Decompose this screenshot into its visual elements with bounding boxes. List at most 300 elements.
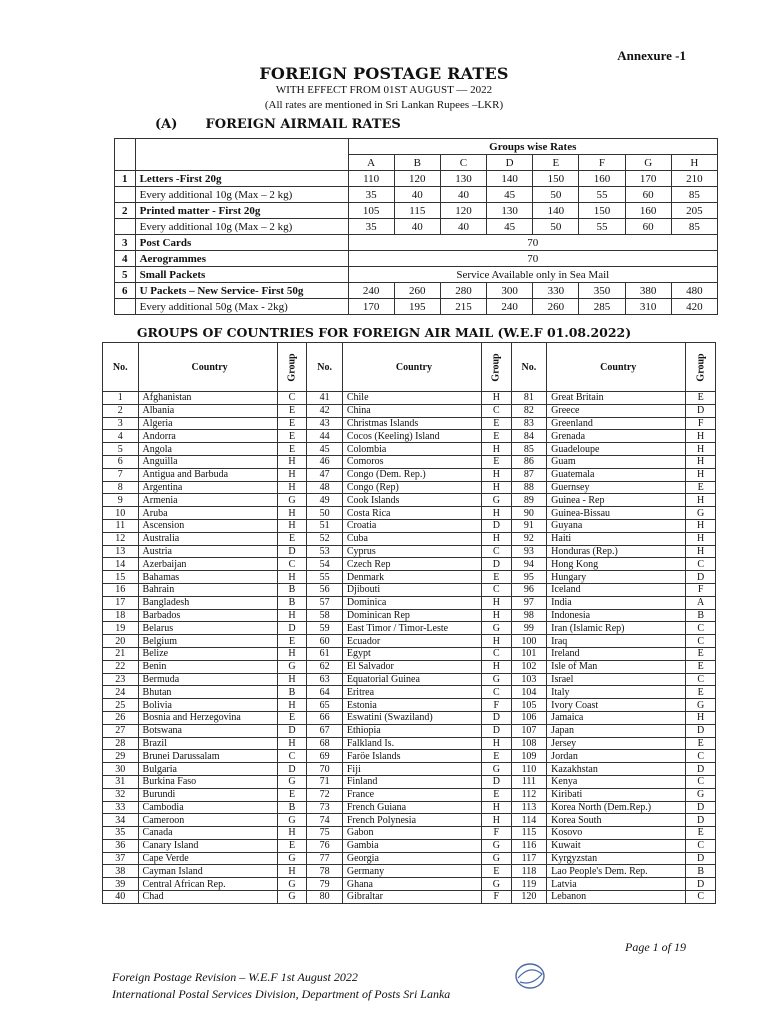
country-name: Jordan xyxy=(547,750,686,763)
country-group: E xyxy=(686,647,716,660)
rate-value: 170 xyxy=(348,299,394,315)
country-group: G xyxy=(482,763,512,776)
country-row xyxy=(103,417,716,430)
group-letter: C xyxy=(440,155,486,171)
countries-header-row xyxy=(103,343,716,392)
country-no: 44 xyxy=(307,430,343,443)
country-name: Korea North (Dem.Rep.) xyxy=(547,801,686,814)
country-name: Chile xyxy=(342,392,481,405)
rate-row xyxy=(115,171,718,187)
header-no: No. xyxy=(511,343,547,392)
country-no: 39 xyxy=(103,878,139,891)
country-group: H xyxy=(686,468,716,481)
country-no: 118 xyxy=(511,865,547,878)
rate-merged-value: 70 xyxy=(348,235,717,251)
country-no: 16 xyxy=(103,583,139,596)
country-name: Brazil xyxy=(138,737,277,750)
country-group: E xyxy=(686,827,716,840)
country-group: C xyxy=(277,392,307,405)
rates-corner-no xyxy=(115,139,136,171)
country-no: 104 xyxy=(511,686,547,699)
country-no: 86 xyxy=(511,455,547,468)
rate-value: 35 xyxy=(348,219,394,235)
country-row xyxy=(103,622,716,635)
country-row xyxy=(103,699,716,712)
country-no: 15 xyxy=(103,571,139,584)
rate-value: 40 xyxy=(440,187,486,203)
country-name: Belize xyxy=(138,647,277,660)
country-no: 22 xyxy=(103,660,139,673)
country-row xyxy=(103,430,716,443)
country-group: B xyxy=(686,609,716,622)
country-no: 59 xyxy=(307,622,343,635)
country-group: H xyxy=(482,609,512,622)
country-no: 105 xyxy=(511,699,547,712)
country-no: 73 xyxy=(307,801,343,814)
country-group: C xyxy=(686,673,716,686)
country-name: Angola xyxy=(138,443,277,456)
country-group: H xyxy=(482,814,512,827)
currency-note: (All rates are mentioned in Sri Lankan Rupees –LKR) xyxy=(264,99,504,111)
country-no: 29 xyxy=(103,750,139,763)
header-country: Country xyxy=(138,343,277,392)
rate-value: 330 xyxy=(533,283,579,299)
country-group: D xyxy=(482,519,512,532)
country-group: D xyxy=(686,878,716,891)
country-group: G xyxy=(277,891,307,904)
rate-value: 170 xyxy=(625,171,671,187)
country-no: 6 xyxy=(103,455,139,468)
country-name: Eritrea xyxy=(342,686,481,699)
country-group: G xyxy=(686,699,716,712)
country-group: C xyxy=(686,558,716,571)
rate-row-no xyxy=(115,219,136,235)
country-name: Gambia xyxy=(342,839,481,852)
country-row xyxy=(103,609,716,622)
country-group: C xyxy=(686,839,716,852)
country-group: E xyxy=(277,417,307,430)
country-name: Aruba xyxy=(138,507,277,520)
country-row xyxy=(103,532,716,545)
country-name: Cape Verde xyxy=(138,852,277,865)
country-no: 10 xyxy=(103,507,139,520)
country-row xyxy=(103,878,716,891)
country-group: C xyxy=(686,891,716,904)
effective-date: WITH EFFECT FROM 01ST AUGUST — 2022 xyxy=(275,84,493,96)
rate-value: 50 xyxy=(533,187,579,203)
country-group: H xyxy=(277,699,307,712)
country-name: Ivory Coast xyxy=(547,699,686,712)
rate-value: 140 xyxy=(487,171,533,187)
country-group: E xyxy=(686,686,716,699)
country-name: Fiji xyxy=(342,763,481,776)
country-no: 25 xyxy=(103,699,139,712)
country-no: 12 xyxy=(103,532,139,545)
country-no: 32 xyxy=(103,788,139,801)
country-no: 61 xyxy=(307,647,343,660)
group-letter: B xyxy=(394,155,440,171)
rate-value: 45 xyxy=(487,187,533,203)
country-group: D xyxy=(277,622,307,635)
country-no: 107 xyxy=(511,724,547,737)
country-group: E xyxy=(277,839,307,852)
country-group: H xyxy=(482,468,512,481)
country-no: 93 xyxy=(511,545,547,558)
country-no: 71 xyxy=(307,775,343,788)
country-no: 83 xyxy=(511,417,547,430)
rate-value: 40 xyxy=(394,219,440,235)
section-a-label: (A) xyxy=(155,117,178,132)
country-no: 113 xyxy=(511,801,547,814)
rate-value: 285 xyxy=(579,299,625,315)
country-name: Burkina Faso xyxy=(138,775,277,788)
country-group: D xyxy=(482,711,512,724)
country-group: D xyxy=(277,545,307,558)
country-no: 111 xyxy=(511,775,547,788)
rate-value: 115 xyxy=(394,203,440,219)
country-group: B xyxy=(277,596,307,609)
page-title: FOREIGN POSTAGE RATES xyxy=(259,64,509,83)
country-name: Belarus xyxy=(138,622,277,635)
country-no: 89 xyxy=(511,494,547,507)
country-name: Hong Kong xyxy=(547,558,686,571)
country-no: 91 xyxy=(511,519,547,532)
country-group: G xyxy=(686,507,716,520)
country-no: 5 xyxy=(103,443,139,456)
country-group: D xyxy=(686,404,716,417)
country-no: 11 xyxy=(103,519,139,532)
country-row xyxy=(103,891,716,904)
rate-value: 195 xyxy=(394,299,440,315)
footer-division: International Postal Services Division, Department of Posts Sri Lanka xyxy=(112,987,451,1001)
country-no: 77 xyxy=(307,852,343,865)
country-no: 7 xyxy=(103,468,139,481)
country-group: C xyxy=(482,404,512,417)
country-name: Equatorial Guinea xyxy=(342,673,481,686)
rate-row xyxy=(115,187,718,203)
country-name: Latvia xyxy=(547,878,686,891)
rate-value: 210 xyxy=(671,171,717,187)
country-name: Lebanon xyxy=(547,891,686,904)
rate-value: 350 xyxy=(579,283,625,299)
country-no: 103 xyxy=(511,673,547,686)
country-group: G xyxy=(482,673,512,686)
country-group: D xyxy=(482,775,512,788)
country-no: 30 xyxy=(103,763,139,776)
country-name: Ethiopia xyxy=(342,724,481,737)
country-no: 81 xyxy=(511,392,547,405)
rate-value: 380 xyxy=(625,283,671,299)
country-group: A xyxy=(686,596,716,609)
country-no: 53 xyxy=(307,545,343,558)
country-group: G xyxy=(277,494,307,507)
country-no: 108 xyxy=(511,737,547,750)
country-no: 62 xyxy=(307,660,343,673)
country-no: 70 xyxy=(307,763,343,776)
country-group: H xyxy=(686,443,716,456)
country-no: 60 xyxy=(307,635,343,648)
rate-value: 60 xyxy=(625,187,671,203)
country-name: Dominica xyxy=(342,596,481,609)
group-letter: F xyxy=(579,155,625,171)
country-name: French Guiana xyxy=(342,801,481,814)
annexure-label: Annexure -1 xyxy=(617,48,686,63)
country-name: Colombia xyxy=(342,443,481,456)
rate-row-no: 3 xyxy=(115,235,136,251)
country-row xyxy=(103,571,716,584)
country-group: H xyxy=(277,609,307,622)
country-no: 114 xyxy=(511,814,547,827)
country-group: H xyxy=(686,519,716,532)
country-no: 21 xyxy=(103,647,139,660)
country-no: 42 xyxy=(307,404,343,417)
header-group: Group xyxy=(490,352,502,382)
country-no: 8 xyxy=(103,481,139,494)
country-name: Cambodia xyxy=(138,801,277,814)
country-no: 92 xyxy=(511,532,547,545)
rate-row-no xyxy=(115,299,136,315)
country-group: C xyxy=(482,583,512,596)
country-no: 67 xyxy=(307,724,343,737)
country-name: Finland xyxy=(342,775,481,788)
header-group-cell xyxy=(277,343,307,392)
rate-value: 160 xyxy=(579,171,625,187)
country-row xyxy=(103,750,716,763)
country-name: Cook Islands xyxy=(342,494,481,507)
rate-row-no: 2 xyxy=(115,203,136,219)
country-no: 26 xyxy=(103,711,139,724)
country-row xyxy=(103,686,716,699)
country-row xyxy=(103,545,716,558)
country-name: Andorra xyxy=(138,430,277,443)
country-name: Ghana xyxy=(342,878,481,891)
rate-row-no: 1 xyxy=(115,171,136,187)
country-name: Falkland Is. xyxy=(342,737,481,750)
country-row xyxy=(103,392,716,405)
country-groups-table xyxy=(102,342,716,904)
country-no: 80 xyxy=(307,891,343,904)
country-no: 99 xyxy=(511,622,547,635)
rate-row xyxy=(115,267,718,283)
footer-revision: Foreign Postage Revision – W.E.F 1st August 2022 xyxy=(112,970,358,984)
rate-value: 40 xyxy=(394,187,440,203)
group-letter: E xyxy=(533,155,579,171)
country-group: E xyxy=(482,417,512,430)
country-group: F xyxy=(482,891,512,904)
rate-value: 120 xyxy=(440,203,486,219)
country-group: H xyxy=(277,571,307,584)
country-no: 47 xyxy=(307,468,343,481)
country-row xyxy=(103,468,716,481)
country-no: 49 xyxy=(307,494,343,507)
country-group: E xyxy=(686,481,716,494)
country-no: 54 xyxy=(307,558,343,571)
country-group: G xyxy=(482,622,512,635)
country-no: 63 xyxy=(307,673,343,686)
country-no: 41 xyxy=(307,392,343,405)
country-name: Burundi xyxy=(138,788,277,801)
country-name: Central African Rep. xyxy=(138,878,277,891)
rate-merged-value: Service Available only in Sea Mail xyxy=(348,267,717,283)
country-group: E xyxy=(482,455,512,468)
country-no: 23 xyxy=(103,673,139,686)
country-name: Bolivia xyxy=(138,699,277,712)
country-name: Azerbaijan xyxy=(138,558,277,571)
country-row xyxy=(103,788,716,801)
rate-value: 150 xyxy=(533,171,579,187)
country-no: 74 xyxy=(307,814,343,827)
country-no: 115 xyxy=(511,827,547,840)
country-group: H xyxy=(277,481,307,494)
rate-value: 130 xyxy=(487,203,533,219)
country-name: Guernsey xyxy=(547,481,686,494)
country-name: Gabon xyxy=(342,827,481,840)
rate-row-desc: Every additional 10g (Max – 2 kg) xyxy=(135,219,348,235)
country-group: F xyxy=(686,583,716,596)
country-name: Bosnia and Herzegovina xyxy=(138,711,277,724)
country-name: Bahamas xyxy=(138,571,277,584)
country-no: 45 xyxy=(307,443,343,456)
country-name: Indonesia xyxy=(547,609,686,622)
country-name: Comoros xyxy=(342,455,481,468)
country-no: 43 xyxy=(307,417,343,430)
rate-value: 40 xyxy=(440,219,486,235)
country-name: Argentina xyxy=(138,481,277,494)
rate-value: 310 xyxy=(625,299,671,315)
country-no: 38 xyxy=(103,865,139,878)
country-name: Grenada xyxy=(547,430,686,443)
country-name: Anguilla xyxy=(138,455,277,468)
country-name: Kyrgyzstan xyxy=(547,852,686,865)
country-row xyxy=(103,455,716,468)
rate-value: 420 xyxy=(671,299,717,315)
country-group: B xyxy=(277,583,307,596)
country-no: 33 xyxy=(103,801,139,814)
country-group: H xyxy=(277,647,307,660)
country-name: East Timor / Timor-Leste xyxy=(342,622,481,635)
country-name: Bermuda xyxy=(138,673,277,686)
rate-row xyxy=(115,283,718,299)
header-group-cell xyxy=(686,343,716,392)
country-group: D xyxy=(686,763,716,776)
country-group: H xyxy=(482,481,512,494)
rate-row-desc: Printed matter - First 20g xyxy=(135,203,348,219)
country-group: G xyxy=(482,878,512,891)
rate-row-no: 4 xyxy=(115,251,136,267)
country-row xyxy=(103,852,716,865)
country-group: F xyxy=(686,417,716,430)
country-row xyxy=(103,404,716,417)
country-name: Bulgaria xyxy=(138,763,277,776)
country-row xyxy=(103,775,716,788)
country-group: G xyxy=(686,788,716,801)
country-group: H xyxy=(277,468,307,481)
country-name: Greece xyxy=(547,404,686,417)
country-group: E xyxy=(277,443,307,456)
country-name: Cyprus xyxy=(342,545,481,558)
country-group: D xyxy=(686,814,716,827)
country-no: 28 xyxy=(103,737,139,750)
country-no: 68 xyxy=(307,737,343,750)
country-group: H xyxy=(482,801,512,814)
country-no: 79 xyxy=(307,878,343,891)
rate-value: 215 xyxy=(440,299,486,315)
country-name: Guinea - Rep xyxy=(547,494,686,507)
country-group: H xyxy=(277,737,307,750)
country-no: 55 xyxy=(307,571,343,584)
country-row xyxy=(103,660,716,673)
country-group: D xyxy=(277,763,307,776)
country-name: Congo (Dem. Rep.) xyxy=(342,468,481,481)
country-name: Congo (Rep) xyxy=(342,481,481,494)
country-no: 76 xyxy=(307,839,343,852)
country-no: 24 xyxy=(103,686,139,699)
country-group: C xyxy=(686,622,716,635)
country-name: Djibouti xyxy=(342,583,481,596)
country-no: 66 xyxy=(307,711,343,724)
group-letter: A xyxy=(348,155,394,171)
country-name: Jamaica xyxy=(547,711,686,724)
rate-value: 35 xyxy=(348,187,394,203)
country-group: E xyxy=(482,571,512,584)
country-name: Gibraltar xyxy=(342,891,481,904)
country-no: 85 xyxy=(511,443,547,456)
groups-heading: GROUPS OF COUNTRIES FOR FOREIGN AIR MAIL (W.E.F 01.08.2022) xyxy=(136,325,632,340)
country-group: H xyxy=(482,660,512,673)
country-group: H xyxy=(686,455,716,468)
country-name: Ecuador xyxy=(342,635,481,648)
country-no: 1 xyxy=(103,392,139,405)
country-no: 98 xyxy=(511,609,547,622)
country-name: Guam xyxy=(547,455,686,468)
country-name: Botswana xyxy=(138,724,277,737)
rate-value: 85 xyxy=(671,219,717,235)
country-group: G xyxy=(277,775,307,788)
country-group: H xyxy=(482,443,512,456)
country-group: H xyxy=(482,392,512,405)
rate-row-no: 6 xyxy=(115,283,136,299)
country-group: E xyxy=(482,430,512,443)
country-no: 72 xyxy=(307,788,343,801)
country-name: China xyxy=(342,404,481,417)
country-group: H xyxy=(482,532,512,545)
country-name: Hungary xyxy=(547,571,686,584)
country-name: Austria xyxy=(138,545,277,558)
country-no: 82 xyxy=(511,404,547,417)
country-name: Croatia xyxy=(342,519,481,532)
section-a-title: FOREIGN AIRMAIL RATES xyxy=(205,117,401,132)
country-group: H xyxy=(482,635,512,648)
country-no: 52 xyxy=(307,532,343,545)
country-name: Dominican Rep xyxy=(342,609,481,622)
rate-row-desc: Aerogrammes xyxy=(135,251,348,267)
country-group: G xyxy=(277,878,307,891)
rate-value: 160 xyxy=(625,203,671,219)
country-group: C xyxy=(277,750,307,763)
country-group: G xyxy=(277,660,307,673)
country-no: 94 xyxy=(511,558,547,571)
country-name: Isle of Man xyxy=(547,660,686,673)
country-group: C xyxy=(482,545,512,558)
country-name: Haiti xyxy=(547,532,686,545)
country-row xyxy=(103,865,716,878)
country-name: Korea South xyxy=(547,814,686,827)
country-group: E xyxy=(277,532,307,545)
country-name: Australia xyxy=(138,532,277,545)
country-name: France xyxy=(342,788,481,801)
country-no: 120 xyxy=(511,891,547,904)
country-group: E xyxy=(277,404,307,417)
